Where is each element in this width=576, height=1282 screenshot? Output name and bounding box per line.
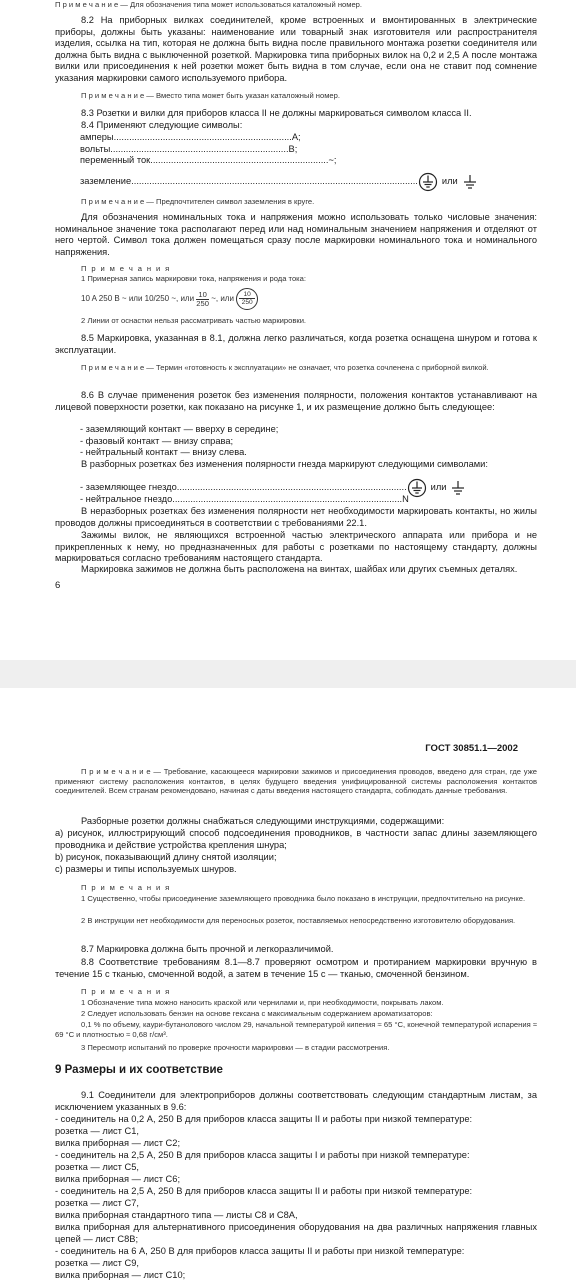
list-item-earth-contact: - заземляющий контакт — вверху в середине; — [80, 424, 279, 434]
note-8-4: П р и м е ч а н и е — Предпочтителен символ заземления в круге. — [81, 197, 315, 206]
note-lines: 2 Линии от оснастки нельзя рассматривать частью маркировки. — [81, 316, 307, 325]
note-paint-ink: 1 Обозначение типа можно наносить краской или чернилами и, при необходимости, покрывать лаком. — [81, 998, 444, 1007]
symbol-label: вольты — [80, 143, 111, 154]
circle-denominator: 250 — [239, 298, 255, 306]
clause-8-3: 8.3 Розетки и вилки для приборов класса II не должны маркироваться символом класса II. — [81, 108, 472, 118]
example-fraction — [196, 291, 209, 308]
page-number: 6 — [55, 580, 61, 591]
note-terminal-requirement: П р и м е ч а н и е — Требование, касающееся маркировки зажимов и присоединения проводов, введено для стран, где уже применяют систему расположения контактов, в целях будущего введения унифицированной системы расположения контактов соединителей. Всем странам рекомендовано, начиная с даты введения настоящего стандарта, соблюдать данные требования. — [55, 767, 537, 796]
leader-dots: ..................................................................... — [110, 143, 289, 154]
symbol-value: A; — [291, 132, 301, 142]
earth-circle-icon — [418, 172, 438, 192]
notes-heading: П р и м е ч а н и я — [81, 883, 171, 892]
notes-heading: П р и м е ч а н и я — [81, 264, 171, 273]
symbol-alternating-current — [80, 155, 337, 167]
sheet-item-2: - соединитель на 2,5 А, 250 В для приборов класса защиты I и работы при низкой температуре: — [55, 1150, 470, 1160]
clause-8-2: 8.2 На приборных вилках соединителей, кроме встроенных и вмонтированных в электрические приборы, должны быть указаны: наименование или товарный знак изготовителя или распространителя изделия, ссылка на тип, которая не должна быть видна после правильного монтажа розетки соединителя или должна быть видна с выключенной розеткой. Маркировка типа приборных вилок на 0,2 и 2,5 А после монтажа вилки или присоединения к ней розетки может быть видна в том случае, если она не ставит под сомнение указания маркировки самого используемого прибора. — [55, 15, 537, 83]
sheet-item-2a: розетка — лист С5, — [55, 1162, 139, 1172]
note-catalog-number: П р и м е ч а н и е — Для обозначения типа может использоваться каталожный номер. — [55, 0, 363, 9]
sheet-item-4a: розетка — лист С9, — [55, 1258, 139, 1268]
clause-8-8: 8.8 Соответствие требованиям 8.1—8.7 проверяют осмотром и протиранием маркировки вручную в течение 15 с тканью, смоченной водой, а затем в течение 15 с — тканью, смоченной бензином. — [55, 957, 537, 979]
socket-neutral — [80, 494, 409, 506]
note-hexane-properties: 0,1 % по объему, каури-бутанолового числом 29, начальной температурой кипения ≈ 65 °С, конечной температурой испарения ≈ 69 °С и плотностью ≈ 0,68 г/см³. — [55, 1020, 537, 1039]
note-earth-instruction: 1 Существенно, чтобы присоединение заземляющего проводника было показано в инструкции, предпочтительно на рисунке. — [81, 894, 526, 903]
sheet-item-2b: вилка приборная — лист С6; — [55, 1174, 181, 1184]
sheet-item-3c: вилка приборная для альтернативного присоединения оборудования на два различных напряжения главных цепей — лист С8В; — [55, 1222, 537, 1244]
paragraph-socket-symbols: В разборных розетках без изменения полярности гнезда маркируют следующими символами: — [81, 459, 488, 469]
paragraph-plug-terminals: Зажимы вилок, не являющихся встроенной частью электрического аппарата или прибора и не прикрепленных к нему, но предназначенных для работы с розетками по настоящему стандарту, должны маркироваться согласно требованиям настоящего стандарта. — [55, 530, 537, 563]
earth-circle-icon — [407, 478, 427, 498]
note-portable-sockets: 2 В инструкции нет необходимости для переносных розеток, поставляемых непосредственно изготовителю оборудования. — [81, 916, 516, 925]
symbol-label: - заземляющее гнездо — [80, 482, 177, 493]
note-test-revision: 3 Пересмотр испытаний по проверке прочности маркировки — в стадии рассмотрения. — [81, 1043, 390, 1052]
list-item-neutral-contact: - нейтральный контакт — внизу слева. — [80, 447, 247, 457]
note-hexane: 2 Следует использовать бензин на основе гексана с максимальным содержанием ароматизаторов: — [81, 1009, 433, 1018]
circle-numerator: 10 — [243, 291, 251, 298]
clause-8-7: 8.7 Маркировка должна быть прочной и легкоразличимой. — [81, 944, 334, 954]
clause-9-1: 9.1 Соединители для электроприборов должны соответствовать следующим стандартным листам, за исключением указанных в 9.6: — [55, 1090, 537, 1112]
sheet-item-1a: розетка — лист С1, — [55, 1126, 139, 1136]
list-item-c: с) размеры и типы используемых шнуров. — [55, 864, 237, 874]
leader-dots: ..................................................................... — [150, 155, 329, 165]
clause-8-5: 8.5 Маркировка, указанная в 8.1, должна легко различаться, когда розетка оснащена шнуром и готова к эксплуатации. — [55, 333, 537, 355]
symbol-value: ~; — [328, 155, 337, 165]
circled-rating-icon — [236, 288, 258, 310]
symbol-value: B; — [288, 143, 298, 154]
paragraph-non-rewirable: В неразборных розетках без изменения полярности нет необходимости маркировать контакты, но жилы проводов должны присоединяться в соответствии с требованиями 22.1. — [55, 506, 537, 528]
symbol-label: переменный ток — [80, 155, 151, 165]
sheet-item-4: - соединитель на 6 А, 250 В для приборов класса защиты II и работы при низкой температуре: — [55, 1246, 465, 1256]
symbol-label: заземление — [80, 176, 132, 187]
clause-8-6: 8.6 В случае применения розеток без изменения полярности, положения контактов устанавливают на лицевой поверхности розетки, как показано на рисунке 1, и их размещение должно быть следующее: — [55, 390, 537, 412]
page-separator — [0, 660, 576, 688]
list-item-phase-contact: - фазовый контакт — внизу справа; — [80, 436, 234, 446]
symbol-label: амперы — [80, 132, 114, 142]
leader-dots: ............................................................................................................... — [131, 176, 418, 187]
symbol-value: N — [402, 494, 409, 504]
clause-8-4: 8.4 Применяют следующие символы: — [81, 120, 243, 130]
sheet-item-3b: вилка приборная стандартного типа — листы С8 и С8А, — [55, 1210, 298, 1220]
earth-icon — [450, 480, 466, 496]
earth-icon — [462, 174, 478, 190]
leader-dots: ......................................................................................... — [176, 482, 407, 493]
section-heading-9: 9 Размеры и их соответствие — [55, 1064, 223, 1076]
note-8-5: П р и м е ч а н и е — Термин «готовность к эксплуатации» не означает, что розетка сочленена с приборной вилкой. — [81, 363, 489, 372]
leader-dots: ..................................................................... — [113, 132, 292, 142]
or-word: или — [430, 482, 447, 493]
note-example-marking: 1 Примерная запись маркировки тока, напряжения и рода тока: — [81, 274, 306, 283]
sheet-item-4b: вилка приборная — лист С10; — [55, 1270, 186, 1280]
example-text: ~, или — [211, 294, 234, 304]
notes-heading: П р и м е ч а н и я — [81, 987, 171, 996]
example-text: 10 A 250 B ~ или 10/250 ~, или — [81, 294, 195, 304]
sheet-item-1b: вилка приборная — лист С2; — [55, 1138, 181, 1148]
paragraph-terminal-marking: Маркировка зажимов не должна быть расположена на винтах, шайбах или других съемных деталях. — [81, 564, 518, 574]
symbol-amperes — [80, 132, 301, 144]
sheet-item-3: - соединитель на 2,5 А, 250 В для приборов класса защиты II и работы при низкой температуре: — [55, 1186, 473, 1196]
list-item-b: b) рисунок, показывающий длину снятой изоляции; — [55, 852, 277, 862]
note-8-2: П р и м е ч а н и е — Вместо типа может быть указан каталожный номер. — [81, 91, 340, 100]
fraction-denominator: 250 — [196, 298, 209, 308]
or-word: или — [441, 176, 458, 187]
sheet-item-1: - соединитель на 0,2 А, 250 В для приборов класса защиты II и работы при низкой температуре: — [55, 1114, 473, 1124]
fraction-numerator: 10 — [196, 291, 209, 300]
standard-header: ГОСТ 30851.1—2002 — [425, 743, 518, 754]
sheet-item-3a: розетка — лист С7, — [55, 1198, 139, 1208]
list-item-a: а) рисунок, иллюстрирующий способ подсоединения проводников, в частности запас длины заземляющего проводника и действие устройства крепления шнура; — [55, 828, 537, 850]
paragraph-rated-values: Для обозначения номинальных тока и напряжения можно использовать только числовые значения: номинальное значение тока располагают перед или над номинальным значением напряжения и отделяют от него чертой. Символ тока должен помещаться сразу после маркировки номинального тока и номинального напряжения. — [55, 212, 537, 257]
symbol-label: - нейтральное гнездо — [80, 494, 173, 504]
document-page-2 — [0, 688, 576, 1280]
paragraph-instructions: Разборные розетки должны снабжаться следующими инструкциями, содержащими: — [81, 816, 445, 826]
symbol-earth — [80, 172, 458, 192]
symbol-list — [80, 132, 337, 167]
marking-example — [81, 288, 381, 310]
leader-dots: ......................................................................................... — [172, 494, 403, 504]
symbol-volts — [80, 143, 298, 156]
